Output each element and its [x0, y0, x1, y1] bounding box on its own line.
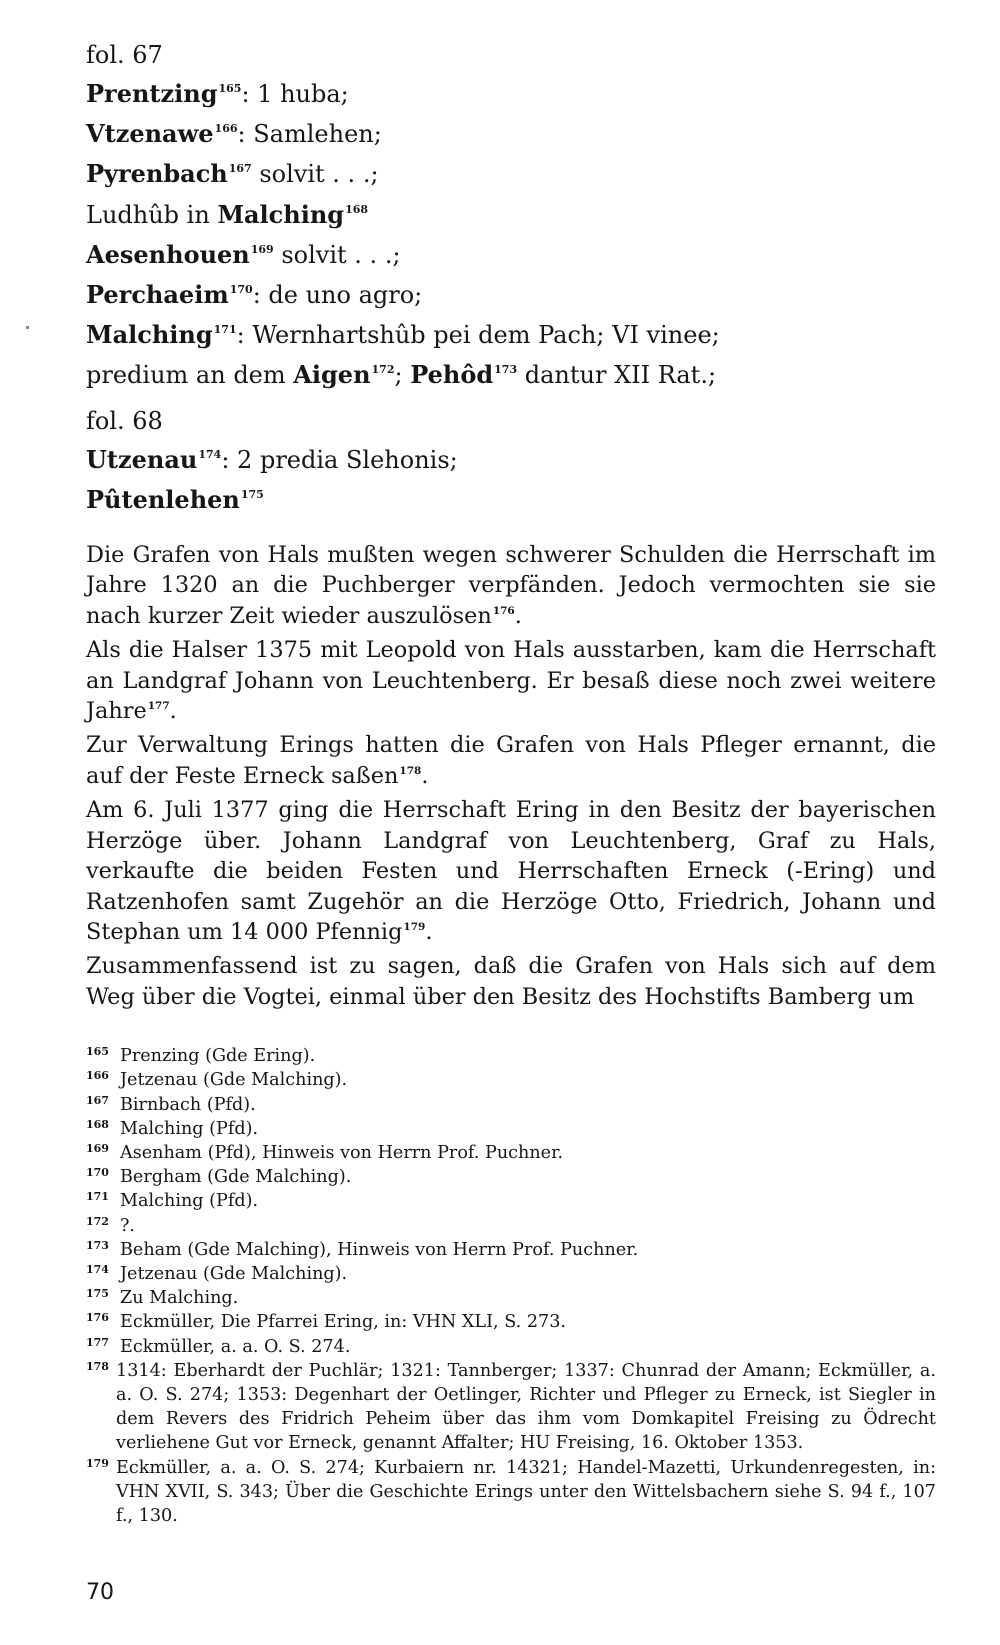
footnote-item: [86, 1335, 936, 1359]
paragraph-text: Die Grafen von Hals mußten wegen schwerer Schulden die Herrschaft im Jahre 1320 an die Puchberger verpfänden. Jedoch vermochten sie sie nach kurzer Zeit wieder auszulösen: [86, 542, 936, 629]
paragraph-text: Als die Halser 1375 mit Leopold von Hals ausstarben, kam die Herrschaft an Landgraf Johann von Leuchtenberg. Er besaß diese noch zwei weitere Jahre: [86, 637, 936, 725]
footnote-item: [86, 1093, 936, 1117]
footnote-item: [86, 1359, 936, 1456]
footnote-ref[interactable]: 172: [371, 363, 395, 377]
entry-name: Prentzing: [86, 79, 218, 108]
paragraph-punct: .: [514, 602, 522, 629]
footnote-number: 165: [86, 1045, 109, 1059]
footnote-ref[interactable]: 166: [214, 122, 238, 136]
footnote-number: 177: [86, 1335, 109, 1349]
entry-name: Malching: [217, 199, 345, 229]
paragraph-punct: .: [169, 698, 177, 725]
footnote-ref[interactable]: 176: [492, 604, 515, 617]
footnote-item: [86, 1068, 936, 1092]
entry-name: Pûtenlehen: [86, 484, 240, 514]
footnote-number: 173: [86, 1238, 109, 1252]
footnote-ref[interactable]: 174: [198, 447, 222, 461]
entries-67: [86, 76, 936, 398]
footnote-ref[interactable]: 169: [250, 242, 274, 256]
entry-utzenau: [86, 442, 936, 482]
entry-vtzenawe: [86, 116, 936, 156]
entry-name: Utzenau: [86, 444, 198, 474]
entry-prefix: predium an dem: [86, 361, 294, 390]
entry-text: dantur XII Rat.;: [517, 361, 717, 390]
footnote-item: [86, 1044, 936, 1068]
footnote-item: [86, 1189, 936, 1213]
folio-68-heading: fol. 68: [86, 406, 163, 435]
footnote-text: Bergham (Gde Malching).: [120, 1167, 352, 1188]
footnote-ref[interactable]: 168: [345, 202, 369, 216]
footnote-text: Birnbach (Pfd).: [120, 1094, 256, 1115]
footnote-ref[interactable]: 171: [213, 323, 237, 337]
footnote-text: Eckmüller, a. a. O. S. 274; Kurbaiern nr. 14321; Handel-Mazetti, Urkundenregesten, in: VHN XVII, S. 343; Über die Geschichte Erings unter den Wittelsbachern siehe S. 94 f., 107 f., 130.: [116, 1457, 936, 1526]
paragraph-text: Zur Verwaltung Erings hatten die Grafen von Hals Pfleger ernannt, die auf der Feste Erneck saßen: [86, 732, 936, 789]
entry-prentzing: [86, 76, 936, 116]
footnote-item: [86, 1214, 936, 1238]
footnote-item: [86, 1456, 936, 1529]
page-number: 70: [86, 1580, 114, 1605]
footnote-text: Prenzing (Gde Ering).: [120, 1046, 316, 1067]
footnote-text: Zu Malching.: [120, 1288, 239, 1309]
footnote-text: Asenham (Pfd), Hinweis von Herrn Prof. Puchner.: [120, 1142, 564, 1163]
footnote-number: 167: [86, 1093, 109, 1107]
entry-name: Aesenhouen: [86, 239, 250, 269]
entry-name: Aigen: [293, 360, 371, 390]
footnote-item: [86, 1262, 936, 1286]
footnote-number: 175: [86, 1287, 109, 1301]
margin-mark: [26, 326, 29, 329]
entry-putenlehen: [86, 482, 936, 522]
footnote-text: Jetzenau (Gde Malching).: [120, 1263, 348, 1284]
footnote-number: 179: [86, 1456, 109, 1470]
footnote-item: [86, 1117, 936, 1141]
footnote-item: [86, 1310, 936, 1334]
entry-separator: ;: [394, 361, 411, 390]
paragraph: [86, 795, 936, 951]
entry-malching: [86, 317, 936, 357]
paragraph-punct: .: [421, 762, 429, 789]
footnote-ref[interactable]: 165: [218, 82, 242, 95]
footnote-text: ?.: [120, 1215, 136, 1236]
footnote-ref[interactable]: 175: [240, 487, 264, 501]
paragraph: [86, 540, 936, 635]
entry-text: : 1 huba;: [241, 80, 349, 108]
footnote-item: [86, 1238, 936, 1262]
entry-name: Malching: [86, 320, 213, 350]
entry-aesenhouen: [86, 237, 936, 277]
footnote-number: 169: [86, 1141, 109, 1155]
entry-ludhub: [86, 197, 936, 237]
footnote-ref[interactable]: 167: [228, 162, 252, 176]
paragraph: [86, 730, 936, 795]
body-text: [86, 540, 936, 1016]
footnote-number: 172: [86, 1214, 109, 1228]
entry-name: Pehôd: [410, 360, 494, 390]
paragraph-punct: .: [425, 918, 433, 945]
entry-text: : Samlehen;: [237, 120, 382, 149]
paragraph-text: Zusammenfassend ist zu sagen, daß die Grafen von Hals sich auf dem Weg über die Vogtei, einmal über den Besitz des Hochstifts Bamberg um: [86, 953, 936, 1010]
footnote-number: 174: [86, 1262, 109, 1276]
entry-prefix: Ludhûb in: [86, 200, 218, 229]
footnote-item: [86, 1141, 936, 1165]
entry-text: : 2 predia Slehonis;: [221, 445, 458, 474]
footnote-text: Jetzenau (Gde Malching).: [120, 1070, 348, 1091]
entry-name: Vtzenawe: [86, 119, 214, 149]
entry-predium: [86, 357, 936, 397]
entry-text: solvit . . .;: [251, 160, 379, 189]
footnote-number: 171: [86, 1190, 109, 1204]
paragraph: [86, 951, 936, 1016]
footnote-number: 178: [86, 1359, 109, 1373]
entry-perchaeim: [86, 277, 936, 317]
entry-text: solvit . . .;: [273, 240, 401, 269]
footnote-text: Eckmüller, a. a. O. S. 274.: [120, 1336, 351, 1357]
paragraph-text: Am 6. Juli 1377 ging die Herrschaft Ering in den Besitz der bayerischen Herzöge über. Johann Landgraf von Leuchtenberg, Graf zu Hals, verkaufte die beiden Festen und Herrschaften Erneck (-Ering) und Ratzenhofen samt Zugehör an die Herzöge Otto, Friedrich, Johann und Stephan um 14 000 Pfennig: [86, 797, 936, 945]
document-page: [86, 38, 936, 1528]
entry-name: Pyrenbach: [86, 159, 228, 189]
entry-pyrenbach: [86, 156, 936, 196]
footnote-text: Malching (Pfd).: [120, 1118, 259, 1139]
footnote-ref[interactable]: 170: [229, 283, 253, 297]
footnote-number: 176: [86, 1311, 109, 1325]
footnote-ref[interactable]: 177: [147, 700, 170, 713]
footnotes: [86, 1044, 936, 1528]
entry-text: : Wernhartshûb pei dem Pach; VI vinee;: [236, 321, 720, 350]
footnote-ref[interactable]: 178: [399, 764, 422, 777]
footnote-text: Beham (Gde Malching), Hinweis von Herrn Prof. Puchner.: [120, 1239, 639, 1260]
entry-text: : de uno agro;: [252, 281, 423, 310]
footnote-number: 168: [86, 1117, 109, 1131]
paragraph: [86, 635, 936, 730]
footnote-text: 1314: Eberhardt der Puchlär; 1321: Tannberger; 1337: Chunrad der Amann; Eckmüller, a. a. O. S. 274; 1353: Degenhart der Oetlinger, Richter und Pfleger zu Erneck, ist Siegler in dem Revers des Fridrich Peheim über das ihm vom Domkapitel Freising zu Ödrecht verliehene Gut vor Erneck, genannt Affalter; HU Freising, 16. Oktober 1353.: [116, 1360, 936, 1454]
entries-68: [86, 442, 936, 522]
footnote-text: Eckmüller, Die Pfarrei Ering, in: VHN XLI, S. 273.: [120, 1312, 567, 1333]
footnote-item: [86, 1286, 936, 1310]
footnote-item: [86, 1165, 936, 1189]
footnote-number: 166: [86, 1069, 109, 1083]
folio-67-heading: fol. 67: [86, 41, 163, 69]
footnote-ref[interactable]: 173: [494, 363, 518, 377]
footnote-number: 170: [86, 1166, 109, 1180]
footnote-ref[interactable]: 179: [403, 920, 426, 933]
footnote-text: Malching (Pfd).: [120, 1191, 259, 1212]
entry-name: Perchaeim: [86, 280, 229, 310]
